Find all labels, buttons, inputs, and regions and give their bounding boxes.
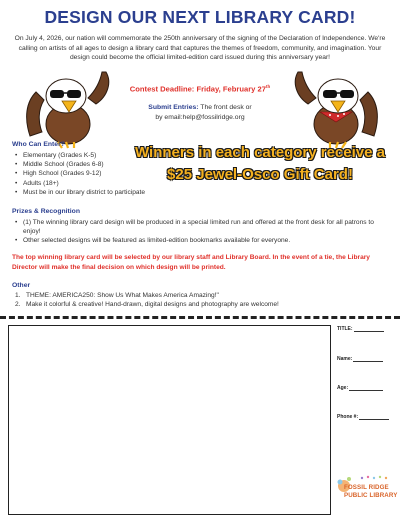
intro-paragraph: On July 4, 2026, our nation will commemorate the 250th anniversary of the signing of the Declaration of Independence. We're calling on artists of all ages to design a library card that captures the themes of freedom, community, and imagination. Your design could become the official limited-edition card issued during this anniversary year! <box>14 35 386 62</box>
title-field[interactable]: TITLE: <box>337 326 384 332</box>
list-item: • Must be in our library district to participate <box>12 188 212 197</box>
phone-field[interactable]: Phone #: <box>337 414 389 420</box>
library-logo-text: FOSSIL RIDGE PUBLIC LIBRARY <box>344 484 398 499</box>
submit-email[interactable]: by email:help@fossilridge.org <box>155 113 245 121</box>
name-field[interactable]: Name: <box>337 356 383 362</box>
eagle-mascot-right-icon <box>290 66 382 150</box>
cut-line-divider <box>0 316 400 319</box>
list-item: • Middle School (Grades 6-8) <box>12 160 212 169</box>
prizes-list <box>12 218 390 246</box>
other-list <box>15 291 390 309</box>
list-item: • Adults (18+) <box>12 179 212 188</box>
list-item: • High School (Grades 9-12) <box>12 169 212 178</box>
age-field[interactable]: Age: <box>337 385 383 391</box>
submit-entries <box>130 103 270 123</box>
winners-banner-line-2: $25 Jewel-Osco Gift Card! <box>167 166 353 183</box>
list-item: • Elementary (Grades K-5) <box>12 151 212 160</box>
other-heading: Other <box>12 282 31 289</box>
list-item: • (1) The winning library card design will be produced in a special limited run and offered at the front desk for all patrons to enjoy! <box>12 218 390 236</box>
page-title: DESIGN OUR NEXT LIBRARY CARD! <box>44 7 356 27</box>
eligibility-heading: Who Can Enter? <box>12 141 65 148</box>
eagle-mascot-left-icon <box>22 66 114 150</box>
submit-line-1: The front desk or <box>198 104 252 111</box>
winners-banner-line-1: Winners in each category receive a <box>135 144 385 161</box>
list-item: 2. Make it colorful & creative! Hand-drawn, digital designs and photography are welcome! <box>15 301 279 309</box>
submit-label: Submit Entries: <box>148 104 199 111</box>
prizes-heading: Prizes & Recognition <box>12 208 80 215</box>
list-item: 1. THEME: AMERICA250: Show Us What Makes America Amazing!" <box>15 292 219 299</box>
winners-banner <box>126 142 394 186</box>
selection-note: The top winning library card will be selected by our library staff and Library Board. In the event of a tie, the Library Director will make the final decision on which design will be printed. <box>12 254 370 271</box>
design-drawing-area[interactable] <box>8 325 331 515</box>
contest-deadline: Contest Deadline: Friday, February 27th <box>129 84 271 94</box>
list-item: • Other selected designs will be featured as limited-edition bookmarks available for everyone. <box>12 236 390 245</box>
